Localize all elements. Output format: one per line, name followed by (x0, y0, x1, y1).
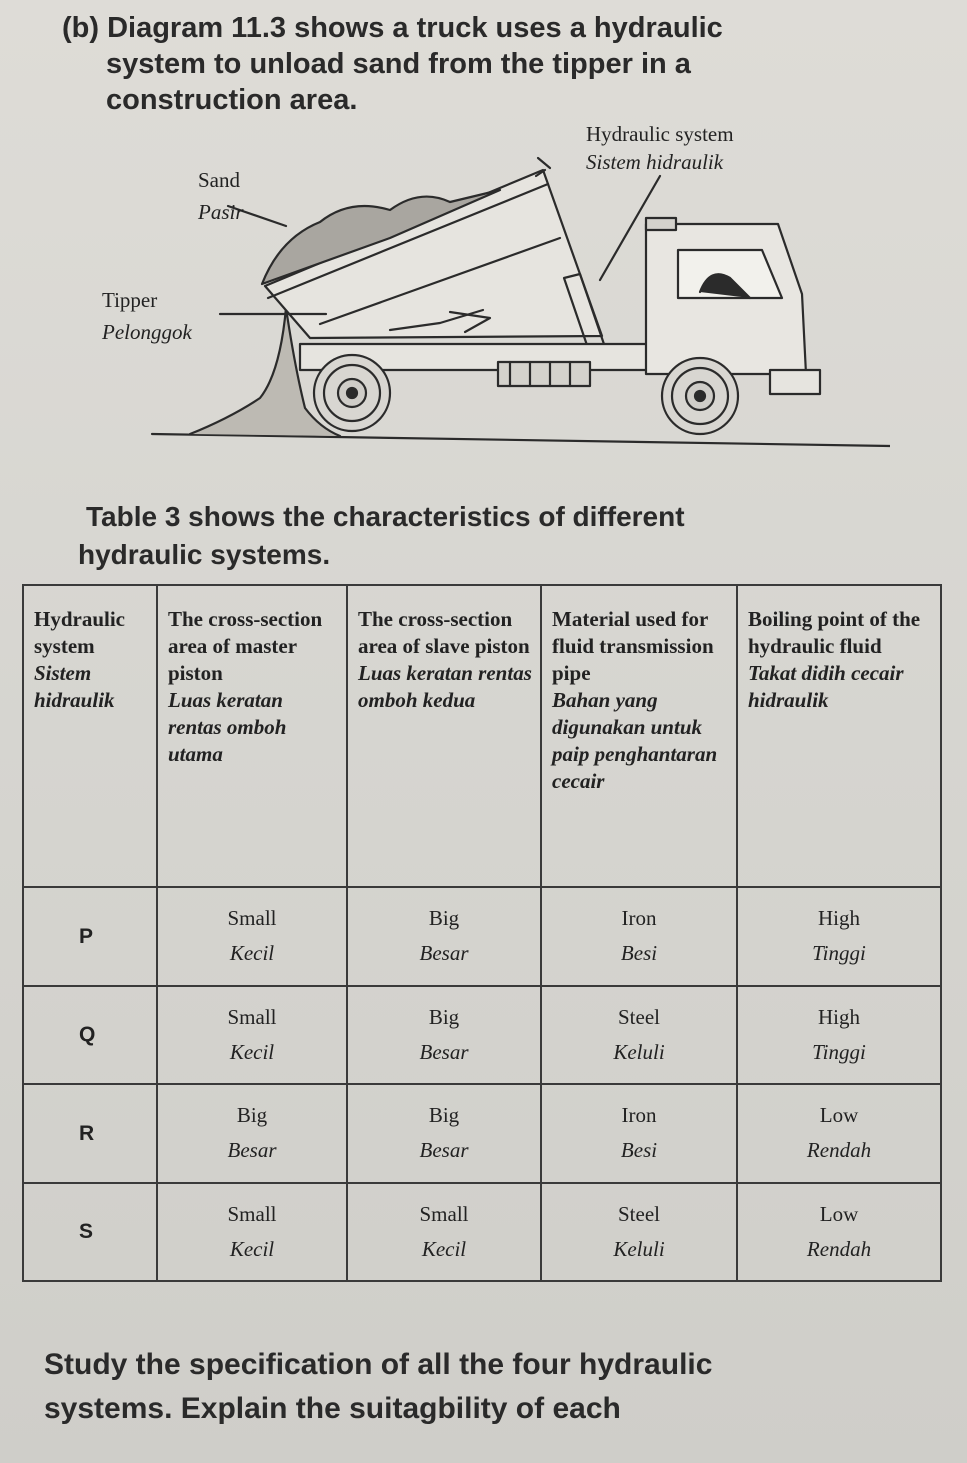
table-row (23, 887, 941, 986)
label-sand-en: Sand (198, 168, 240, 192)
table-header-row (23, 585, 941, 887)
intro-line-1: Table 3 shows the characteristics of different (86, 501, 685, 532)
header-master-area: The cross-section area of master piston Luas keratan rentas omboh utama (157, 585, 347, 887)
ground-line (152, 434, 890, 446)
header-boiling-point: Boiling point of the hydraulic fluid Takat didih cecair hidraulik (737, 585, 941, 887)
pipe-material-cell: Steel Keluli (541, 1183, 737, 1282)
header-slave-area: The cross-section area of slave piston Luas keratan rentas omboh kedua (347, 585, 541, 887)
slave-area-cell: Big Besar (347, 986, 541, 1085)
system-label: R (23, 1084, 157, 1183)
question-line-1: (b) Diagram 11.3 shows a truck uses a hydraulic (62, 12, 723, 44)
task-text (44, 1343, 944, 1431)
master-area-cell: Big Besar (157, 1084, 347, 1183)
master-area-cell: Small Kecil (157, 1183, 347, 1282)
pipe-material-cell: Steel Keluli (541, 986, 737, 1085)
slave-area-cell: Big Besar (347, 887, 541, 986)
label-tipper-en: Tipper (102, 288, 158, 312)
slave-area-cell: Small Kecil (347, 1183, 541, 1282)
label-tipper (102, 284, 192, 348)
label-tipper-ms: Pelonggok (102, 320, 192, 344)
pipe-material-cell: Iron Besi (541, 887, 737, 986)
system-label: S (23, 1183, 157, 1282)
boiling-point-cell: High Tinggi (737, 986, 941, 1085)
slave-area-cell: Big Besar (347, 1084, 541, 1183)
question-line-3: construction area. (106, 84, 358, 116)
table-intro (78, 498, 946, 574)
pipe-material-cell: Iron Besi (541, 1084, 737, 1183)
label-sand (198, 164, 244, 228)
label-hydraulic-ms: Sistem hidraulik (586, 150, 724, 174)
question-line-2: system to unload sand from the tipper in a (106, 48, 691, 80)
boiling-point-cell: High Tinggi (737, 887, 941, 986)
header-system: Hydraulic system Sistem hidraulik (23, 585, 157, 887)
table-row (23, 986, 941, 1085)
system-label: Q (23, 986, 157, 1085)
system-label: P (23, 887, 157, 986)
table-row (23, 1183, 941, 1282)
label-hydraulic-system (586, 120, 734, 176)
master-area-cell: Small Kecil (157, 887, 347, 986)
boiling-point-cell: Low Rendah (737, 1084, 941, 1183)
task-line-2: systems. Explain the suitagbility of each (44, 1392, 621, 1425)
master-area-cell: Small Kecil (157, 986, 347, 1085)
question-text (62, 10, 922, 118)
table-row (23, 1084, 941, 1183)
label-sand-ms: Pasir (198, 200, 244, 224)
hydraulic-systems-table (22, 584, 942, 1282)
boiling-point-cell: Low Rendah (737, 1183, 941, 1282)
label-hydraulic-en: Hydraulic system (586, 122, 734, 146)
task-line-1: Study the specification of all the four hydraulic (44, 1348, 713, 1381)
intro-line-2: hydraulic systems. (78, 539, 331, 570)
header-pipe-material: Material used for fluid transmission pipe Bahan yang digunakan untuk paip penghantaran cecair (541, 585, 737, 887)
truck-diagram (90, 118, 890, 458)
